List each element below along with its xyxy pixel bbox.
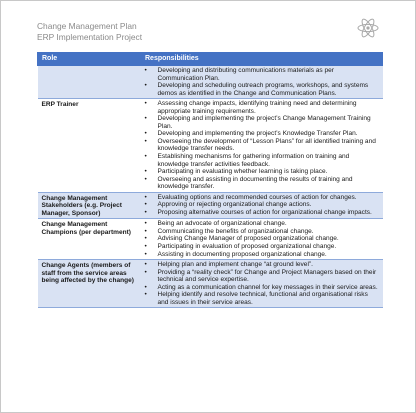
responsibilities-cell [141,192,383,219]
document-title: Change Management Plan [37,21,137,31]
responsibility-list [141,220,380,258]
table-row [38,219,383,260]
role-cell: Change Management Stakeholders (e.g. Project Manager, Sponsor) [38,192,141,219]
responsibility-list [141,194,380,217]
list-item: • Developing and scheduling outreach programs, workshops, and systems demos as identified in the Change and Communication Plans. [141,82,380,97]
responsibilities-cell [141,260,383,308]
responsibilities-column-header: Responsibilities [141,53,383,66]
list-item: • Helping plan and implement change “at ground level”. [141,261,380,269]
list-item: • Participating in evaluating whether learning is taking place. [141,168,380,176]
list-item: • Advising Change Manager of proposed organizational change. [141,235,380,243]
list-item: • Developing and implementing the project’s Change Management Training Plan. [141,115,380,130]
responsibilities-cell [141,219,383,260]
responsibility-list [141,100,380,191]
role-cell [38,66,141,99]
list-item: • Overseeing and assisting in documenting the results of training and knowledge transfer. [141,176,380,191]
list-item: • Communicating the benefits of organizational change. [141,228,380,236]
table-row [38,66,383,99]
role-column-header: Role [38,53,141,66]
responsibility-list [141,67,380,97]
list-item: • Developing and distributing communications materials as per Communication Plan. [141,67,380,82]
document-header [37,21,142,43]
list-item: • Evaluating options and recommended courses of action for changes. [141,194,380,202]
table-row [38,260,383,308]
atom-icon [356,16,380,40]
document-subtitle: ERP Implementation Project [37,32,143,42]
list-item: • Overseeing the development of “Lesson Plans” for all identified training and knowledge transfer needs. [141,138,380,153]
list-item: • Acting as a communication channel for key messages in their service areas. [141,284,380,292]
list-item: • Providing a “reality check” for Change and Project Managers based on their technical and service expertise. [141,269,380,284]
responsibilities-cell [141,99,383,193]
list-item: • Being an advocate of organizational change. [141,220,380,228]
list-item: • Establishing mechanisms for gathering information on training and knowledge transfer activities feedback. [141,153,380,168]
role-cell: ERP Trainer [38,99,141,193]
role-cell: Change Management Champions (per department) [38,219,141,260]
table-header-row [38,53,383,66]
list-item: • Assisting in documenting proposed organizational change. [141,251,380,259]
list-item: • Helping identify and resolve technical, functional and organisational risks and issues in their service areas. [141,291,380,306]
table-row [38,99,383,193]
list-item: • Approving or rejecting organizational change actions. [141,201,380,209]
responsibilities-cell [141,66,383,99]
list-item: • Proposing alternative courses of action for organizational change impacts. [141,209,380,217]
list-item: • Developing and implementing the project’s Knowledge Transfer Plan. [141,130,380,138]
role-cell: Change Agents (members of staff from the service areas being affected by the change) [38,260,141,308]
responsibilities-table [37,52,383,308]
list-item: • Assessing change impacts, identifying training need and determining appropriate training requirements. [141,100,380,115]
list-item: • Participating in evaluation of proposed organizational change. [141,243,380,251]
responsibility-list [141,261,380,306]
table-row [38,192,383,219]
